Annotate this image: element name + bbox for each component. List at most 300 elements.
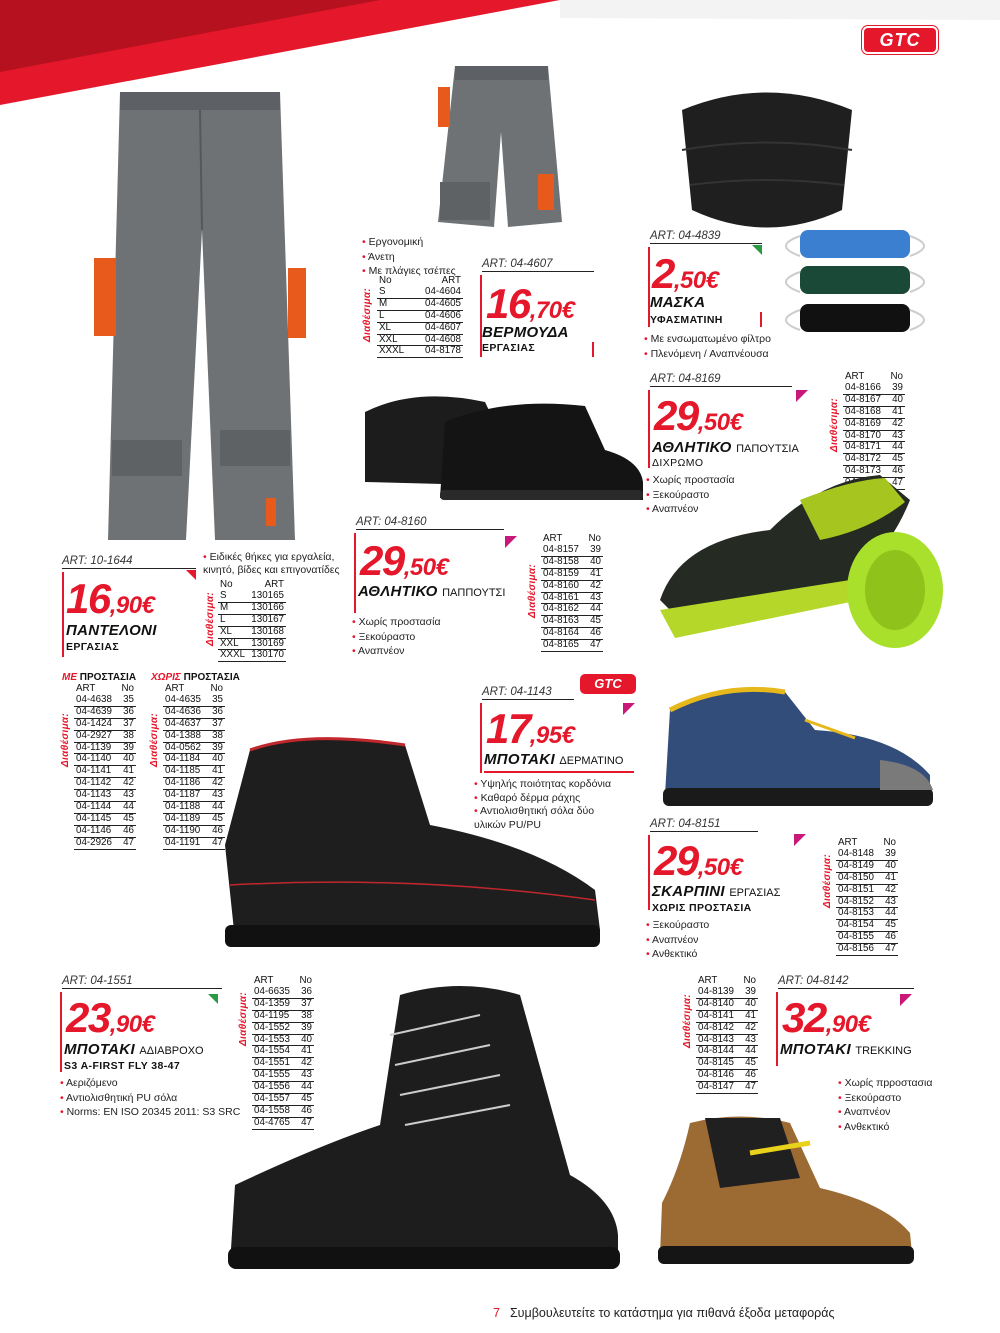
table-row [836,908,898,920]
table-row [541,580,603,592]
boot-leather-corner-mark [623,703,635,715]
mask-subtitle: ΥΦΑΣΜΑΤΙΝΗ [650,314,723,326]
sneaker-black-name-sub: ΠΑΠΠΟΥΤΣΙ [442,587,506,599]
table-cell: 04-8168 [843,406,887,418]
shorts-size-table [377,276,463,358]
feature-item: • Χωρίς πpροστασια [838,1076,978,1091]
boot-trek-name-sub: TREKKING [855,1045,912,1057]
table-cell: 04-8158 [541,556,585,568]
mask-price-cents: ,50€ [673,267,719,294]
table-cell: 47 [207,837,225,849]
table-cell: 04-1388 [163,730,207,742]
table-row [74,695,136,706]
table-row [696,1034,758,1046]
shorts-image [430,62,570,237]
table-row [218,602,286,614]
sneaker-black-corner-mark [505,536,517,548]
table-cell: 38 [118,730,136,742]
table-cell: 39 [880,849,898,860]
table-cell: 40 [585,556,603,568]
work-shoe-price [654,837,743,884]
boot-water-bracket [60,992,62,1072]
table-cell: 04-8173 [843,466,887,478]
table-cell: 39 [118,742,136,754]
boot-water-price [66,994,155,1041]
table-cell: 36 [118,706,136,718]
table-cell: 04-8155 [836,932,880,944]
table-cell: 04-8164 [541,628,585,640]
table-row [541,568,603,580]
table-cell: 04-8141 [696,1010,740,1022]
table-cell: 04-8153 [836,908,880,920]
table-cell: 47 [118,837,136,849]
table-row [843,430,905,442]
mask-features [644,332,804,361]
pants-price-int: 16 [66,575,110,622]
table-cell: 41 [887,406,905,418]
mask-price [652,250,719,297]
table-cell: 04-1188 [163,802,207,814]
table-cell: XL [377,322,413,334]
table-cell: 39 [887,383,905,394]
table-cell: 04-4765 [252,1117,296,1129]
table-row [377,346,463,358]
table-cell: 04-1557 [252,1094,296,1106]
footer-note: Συμβουλευτείτε το κατάστημα για πιθανά έξοδα μεταφοράς [509,1306,835,1320]
feature-item: • Ειδικές θήκες για εργαλεία, κινητό, βίδες και επιγονατίδες [203,551,353,577]
gtc-logo-small: GTC [580,674,636,694]
mask-price-int: 2 [652,250,674,297]
sneaker-two-price-int: 29 [654,392,698,439]
table-cell: 04-8152 [836,896,880,908]
pants-name: ΠΑΝΤΕΛΟΝΙ [66,622,157,639]
table-row [218,626,286,638]
feature-item: • Αεριζόμενο [60,1076,250,1091]
table-cell: 37 [207,718,225,730]
table-cell: 04-4604 [413,287,463,298]
boot-leather-art: ART: 04-1143 [482,686,574,700]
table-cell: 37 [118,718,136,730]
table-row [74,754,136,766]
mask-colors-image [770,228,940,336]
table-cell: 44 [296,1082,314,1094]
boot-leather-price-int: 17 [486,705,530,752]
table-cell: 04-2927 [74,730,118,742]
table-row [74,778,136,790]
pants-corner-mark [186,570,196,580]
feature-item: • Με πλάγιες τσέπες [362,264,472,279]
without-prot-label: ΧΩΡΙΣ [151,672,181,683]
table-row [696,1058,758,1070]
boot-trek-price-cents: ,90€ [825,1011,871,1038]
table-cell: 04-1187 [163,790,207,802]
table-cell: 36 [207,706,225,718]
sneaker-black-name-main: ΑΘΛΗΤΙΚΟ [358,583,438,600]
table-cell: 04-8146 [696,1070,740,1082]
with-prot-label: ΜΕ [62,672,77,683]
table-cell: 42 [296,1058,314,1070]
work-shoe-sizes-label: Διαθέσιμα: [822,853,833,908]
work-shoe-corner-mark [794,834,806,846]
table-cell: L [377,310,413,322]
table-cell: 43 [207,790,225,802]
table-cell: 04-8140 [696,998,740,1010]
table-cell: 04-4636 [163,706,207,718]
boot-trek-name [780,1042,912,1058]
table-cell: L [218,614,248,626]
boot-water-price-cents: ,90€ [109,1011,155,1038]
table-row [836,860,898,872]
sneaker-black-name [358,584,505,600]
sneaker-black-features [352,615,492,659]
table-row [74,825,136,837]
table-cell: 04-8161 [541,592,585,604]
table-cell: S [377,287,413,298]
table-cell: 46 [880,932,898,944]
with-prot-size-table [74,684,136,850]
table-cell: 04-1359 [252,998,296,1010]
table-cell: 47 [880,944,898,956]
col-header: ART [845,371,865,382]
table-cell: 44 [880,908,898,920]
table-row [377,334,463,346]
col-header: ART [165,683,185,694]
shorts-subtitle: ΕΡΓΑΣΙΑΣ [482,342,536,354]
feature-item: • Αντιολισθητική σόλα δύο υλικών PU/PU [474,805,624,832]
shorts-price-cents: ,70€ [529,297,575,324]
table-row [377,322,463,334]
with-prot-heading [62,672,136,683]
table-cell: 41 [585,568,603,580]
table-cell: 130166 [248,602,286,614]
col-header: No [121,683,134,694]
table-cell: 41 [740,1010,758,1022]
feature-item: • Πλενόμενη / Αναπνέουσα [644,347,804,362]
col-header: ART [264,579,284,590]
table-cell: 04-4639 [74,706,118,718]
feature-item: • Αναπνέον [352,644,492,659]
feature-item: • Αναπνέον [646,933,786,948]
table-cell: 04-1143 [74,790,118,802]
table-row [696,1022,758,1034]
table-cell: 47 [887,478,905,490]
table-cell: 04-0562 [163,742,207,754]
table-cell: 04-1189 [163,813,207,825]
table-cell: 04-8159 [541,568,585,580]
table-cell: 04-1146 [74,825,118,837]
table-row [843,454,905,466]
boot-leather-name [484,752,623,768]
table-cell: S [218,591,248,602]
table-cell: 04-1139 [74,742,118,754]
table-cell: 37 [296,998,314,1010]
black-sneaker-image [355,382,645,512]
table-cell: 04-8170 [843,430,887,442]
feature-item: • Ανθεκτικό [646,947,786,962]
table-row [377,298,463,310]
sneaker-two-sizes-label: Διαθέσιμα: [829,397,840,452]
sneaker-two-price-cents: ,50€ [697,409,743,436]
col-header: ART [543,533,563,544]
page-number: 7 [493,1306,500,1320]
table-cell: 46 [887,466,905,478]
table-cell: 04-8151 [836,884,880,896]
boot-water-corner-mark [208,994,218,1004]
boot-leather-price [486,705,575,752]
table-cell: M [377,298,413,310]
table-cell: XXL [377,334,413,346]
table-cell: 39 [585,545,603,556]
table-row [696,1082,758,1094]
table-cell: 42 [585,580,603,592]
work-shoe-art: ART: 04-8151 [650,818,758,832]
table-cell: 04-4637 [163,718,207,730]
feature-item: • Ξεκούραστο [646,918,786,933]
table-cell: 04-1191 [163,837,207,849]
pants-sizes-label: Διαθέσιμα: [205,591,216,646]
gtc-logo: GTC [862,26,938,54]
boot-water-name [64,1042,204,1058]
table-cell: 42 [880,884,898,896]
mask-art: ART: 04-4839 [650,230,762,244]
table-cell: 04-8169 [843,418,887,430]
table-cell: 40 [887,394,905,406]
table-cell: 43 [880,896,898,908]
shorts-price [486,280,575,327]
table-row [74,790,136,802]
pants-bracket [62,572,64,657]
table-cell: 04-8150 [836,872,880,884]
boot-leather-underline [484,771,634,773]
feature-item: • Ξεκούραστο [838,1091,978,1106]
table-cell: 04-2926 [74,837,118,849]
table-cell: 35 [207,695,225,706]
table-cell: 04-4635 [163,695,207,706]
table-cell: 04-1140 [74,754,118,766]
table-row [74,837,136,849]
table-cell: 40 [296,1034,314,1046]
table-cell: 35 [118,695,136,706]
table-cell: 04-8178 [413,346,463,358]
work-shoe-name-sub: ΕΡΓΑΣΙΑΣ [729,887,781,899]
table-cell: 04-4606 [413,310,463,322]
col-header: No [299,975,312,986]
feature-item: • Ξεκούραστο [352,630,492,645]
table-cell: 04-8162 [541,604,585,616]
work-shoe-size-table [836,838,898,956]
table-cell: 04-1553 [252,1034,296,1046]
boot-trek-name-main: ΜΠΟΤΑΚΙ [780,1041,851,1058]
boot-trek-art: ART: 04-8142 [778,975,914,989]
table-cell: 04-1190 [163,825,207,837]
table-row [696,987,758,998]
table-cell: 04-8147 [696,1082,740,1094]
table-cell: 40 [207,754,225,766]
table-cell: 40 [740,998,758,1010]
feature-item: • Norms: EN ISO 20345 2011: S3 SRC [60,1105,250,1120]
table-cell: 04-8148 [836,849,880,860]
sneaker-black-price [360,537,449,584]
table-cell: 04-8139 [696,987,740,998]
sneaker-black-size-table [541,534,603,652]
table-cell: 130169 [248,638,286,650]
table-cell: 45 [296,1094,314,1106]
table-cell: 04-1554 [252,1046,296,1058]
table-row [74,730,136,742]
table-cell: 45 [880,920,898,932]
table-row [836,849,898,860]
feature-item: • Εργονομική [362,235,472,250]
sneaker-two-art: ART: 04-8169 [650,373,792,387]
work-shoe-name-main: ΣΚΑΡΠΙΝΙ [652,883,725,900]
col-header: ART [76,683,96,694]
boot-trek-price-int: 32 [782,994,826,1041]
two-tone-sneaker-image [650,470,950,660]
table-cell: 04-8163 [541,616,585,628]
table-cell: 04-1551 [252,1058,296,1070]
col-header: ART [254,975,274,986]
table-row [541,640,603,652]
table-cell: 04-8142 [696,1022,740,1034]
table-row [836,884,898,896]
mask-bracket-right [760,312,762,327]
work-shoe-price-int: 29 [654,837,698,884]
work-shoe-bracket [648,835,650,910]
feature-item: • Ανθεκτικό [838,1120,978,1135]
footer [493,1306,835,1320]
table-row [541,556,603,568]
work-shoe-price-cents: ,50€ [697,854,743,881]
table-cell: 39 [207,742,225,754]
boot-water-sizes-label: Διαθέσιμα: [238,991,249,1046]
table-cell: 04-8165 [541,640,585,652]
boot-water-price-int: 23 [66,994,110,1041]
waterproof-boot-image [220,975,625,1275]
trekking-boot-image [650,1108,920,1268]
table-cell: 04-1558 [252,1105,296,1117]
feature-item: • Ξεκούραστο [646,488,786,503]
table-cell: 04-1144 [74,802,118,814]
table-row [843,383,905,394]
boot-leather-bracket [480,703,482,773]
table-row [843,406,905,418]
table-row [696,1070,758,1082]
table-cell: 04-4605 [413,298,463,310]
table-cell: 04-8157 [541,545,585,556]
table-row [74,766,136,778]
table-row [696,998,758,1010]
col-header: No [210,683,223,694]
table-row [218,614,286,626]
table-cell: 38 [296,1010,314,1022]
table-cell: 40 [118,754,136,766]
mask-image [672,80,862,240]
boot-water-art: ART: 04-1551 [62,975,222,989]
table-cell: 130168 [248,626,286,638]
boot-leather-name-sub: ΔΕΡΜΑΤΙΝΟ [559,755,624,767]
sneaker-black-price-int: 29 [360,537,404,584]
table-cell: 04-1142 [74,778,118,790]
table-cell: 43 [585,592,603,604]
table-cell: 41 [880,872,898,884]
shorts-name: ΒΕΡΜΟΥΔΑ [482,324,569,341]
table-cell: 04-8144 [696,1046,740,1058]
table-row [74,813,136,825]
table-cell: 04-1552 [252,1022,296,1034]
table-cell: XXXL [218,650,248,662]
table-cell: XL [218,626,248,638]
feature-item: • Χωρίς προστασία [352,615,492,630]
table-cell: 04-1184 [163,754,207,766]
work-shoe-subtitle: ΧΩΡΙΣ ΠΡΟΣΤΑΣΙΑ [652,902,752,914]
with-prot-sizes-label: Διαθέσιμα: [60,712,71,767]
col-header: ART [838,837,858,848]
boot-leather-name-main: ΜΠΟΤΑΚΙ [484,751,555,768]
table-cell: 04-8166 [843,383,887,394]
table-cell: 04-1424 [74,718,118,730]
boot-water-name-sub: ΑΔΙΑΒΡΟΧΟ [139,1045,204,1057]
table-row [836,896,898,908]
table-row [377,310,463,322]
boot-leather-price-cents: ,95€ [529,722,575,749]
table-row [836,932,898,944]
mask-name: ΜΑΣΚΑ [650,294,706,311]
sneaker-two-name-main: ΑΘΛΗΤΙΚΟ [652,439,732,456]
table-cell: 04-8160 [541,580,585,592]
table-cell: 38 [207,730,225,742]
table-row [836,944,898,956]
table-row [74,802,136,814]
table-cell: 44 [887,442,905,454]
pants-price [66,575,155,622]
col-header: ART [698,975,718,986]
with-prot-label-rest: ΠΡΟΣΤΑΣΙΑ [79,672,137,683]
sneaker-black-sizes-label: Διαθέσιμα: [527,563,538,618]
table-cell: 42 [887,418,905,430]
pants-art: ART: 10-1644 [62,555,196,569]
table-cell: 43 [118,790,136,802]
table-cell: 47 [740,1082,758,1094]
feature-item: • Υψηλής ποιότητας κορδόνια [474,778,624,792]
col-header: No [588,533,601,544]
table-cell: 42 [740,1022,758,1034]
shorts-art: ART: 04-4607 [482,258,594,272]
table-cell: 04-4607 [413,322,463,334]
table-cell: 46 [296,1105,314,1117]
pants-size-table [218,580,286,662]
sneaker-two-bracket [648,390,650,468]
table-cell: 47 [296,1117,314,1129]
table-row [163,706,225,718]
table-cell: 44 [585,604,603,616]
blue-work-shoe-image [655,680,940,815]
table-cell: 41 [296,1046,314,1058]
table-cell: 04-1141 [74,766,118,778]
sneaker-two-name-sub: ΠΑΠΟΥΤΣΙΑ [736,443,799,455]
table-cell: 04-8156 [836,944,880,956]
table-cell: 46 [207,825,225,837]
table-cell: 04-8172 [843,454,887,466]
table-cell: 36 [296,987,314,998]
table-cell: 04-1556 [252,1082,296,1094]
col-header: No [890,371,903,382]
table-cell: XXL [218,638,248,650]
table-row [541,616,603,628]
table-row [541,628,603,640]
table-row [74,706,136,718]
feature-item: • Άνετη [362,250,472,265]
table-cell: M [218,602,248,614]
